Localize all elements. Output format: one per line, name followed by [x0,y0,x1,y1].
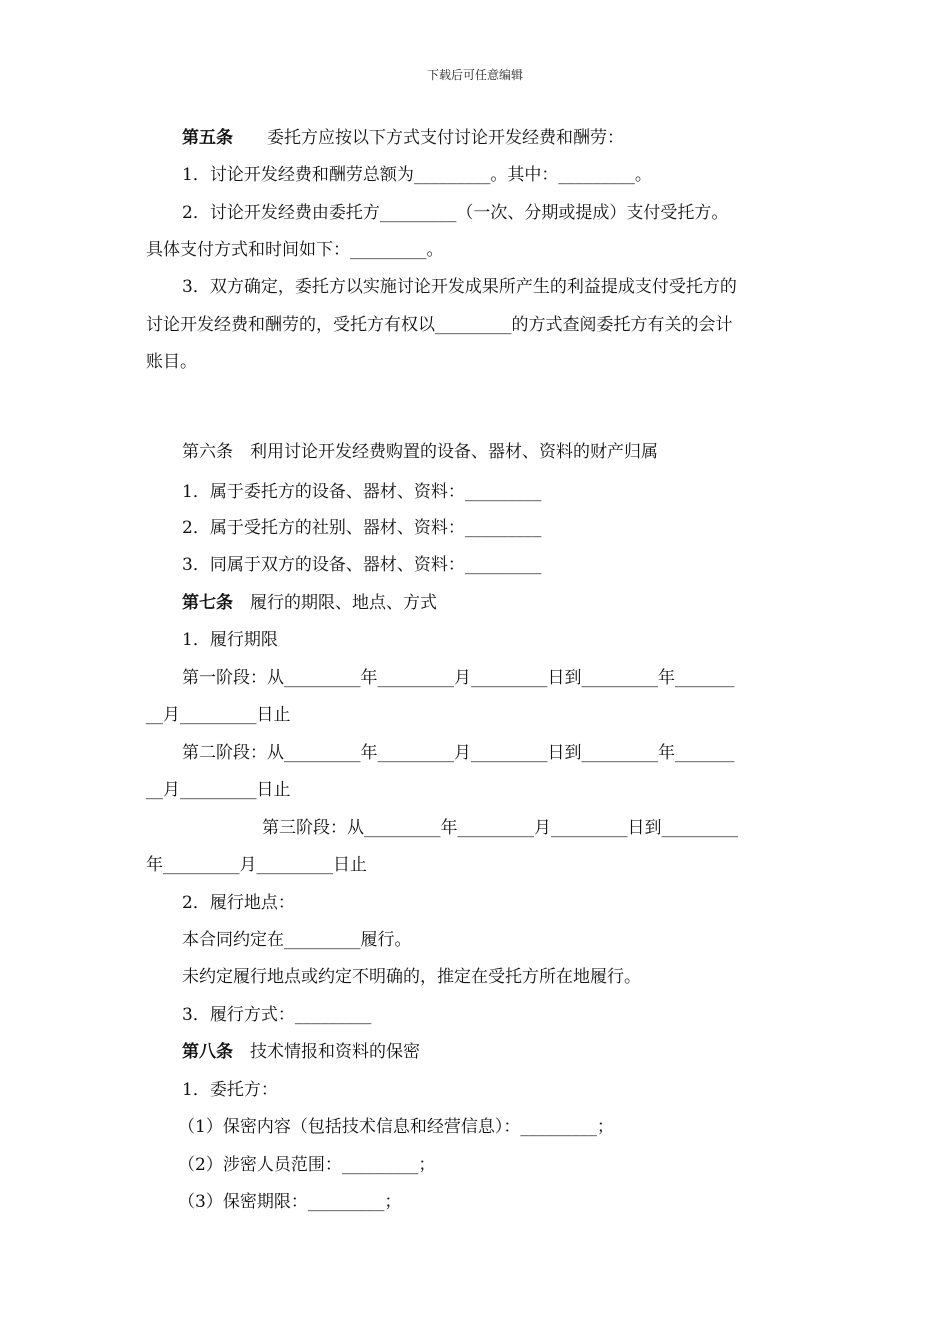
article-8-sub-2: （2）涉密人员范围：_________； [178,1155,436,1175]
article-5-item-3-cont2: 账目。 [146,352,197,372]
article-6-item-1: 1．属于委托方的设备、器材、资料：_________ [182,482,542,502]
stage-3: 第三阶段：从_________年_________月_________日到_________ [262,818,738,838]
article-6-item-2: 2．属于受托方的社别、器材、资料：_________ [182,518,542,538]
page-header: 下载后可任意编辑 [426,68,523,82]
article-8-label: 第八条 [182,1042,233,1062]
article-5-item-2: 2．讨论开发经费由委托方_________（一次、分期或提成）支付受托方。 [182,203,729,223]
stage-2-cont: __月_________日止 [146,780,291,800]
fill-blank: _________ [558,165,635,185]
stage-2: 第二阶段：从_________年_________月_________日到_________年_______ [182,743,735,763]
article-7-title: 履行的期限、地点、方式 [233,593,437,613]
article-7-heading [182,591,437,615]
article-5-item-3: 3．双方确定，委托方以实施讨论开发成果所产生的利益提成支付受托方的 [182,277,737,297]
article-8-title: 技术情报和资料的保密 [233,1042,420,1062]
fill-blank: _________ [413,165,491,185]
article-7-label: 第七条 [182,593,233,613]
stage-1-cont: __月_________日止 [146,705,291,725]
article-5-label: 第五条 [182,128,233,148]
article-5-item-1 [182,163,652,187]
article-5-heading [182,126,624,150]
item-text: 。其中： [490,165,559,185]
article-7-item-2: 2．履行地点： [182,893,295,913]
stage-3-cont: 年_________月_________日止 [146,855,367,875]
article-8-sub-3: （3）保密期限：_________； [178,1192,402,1212]
article-7-place-note: 未约定履行地点或约定不明确的，推定在受托方所在地履行。 [182,967,641,987]
article-7-item-1: 1．履行期限 [182,630,278,650]
stage-1: 第一阶段：从_________年_________月_________日到_________年_______ [182,668,735,688]
article-5-title: 委托方应按以下方式支付讨论开发经费和酬劳： [233,128,624,148]
article-5-item-3-cont: 讨论开发经费和酬劳的，受托方有权以_________的方式查阅委托方有关的会计 [146,315,733,335]
article-6-item-3: 3．同属于双方的设备、器材、资料：_________ [182,555,542,575]
article-8-heading [182,1040,420,1064]
article-7-item-3: 3．履行方式：_________ [182,1005,372,1025]
article-8-sub-1: （1）保密内容（包括技术信息和经营信息）：_________； [178,1117,614,1137]
item-text: 。 [634,165,652,185]
article-7-place: 本合同约定在_________履行。 [182,930,412,950]
article-6-heading: 第六条 利用讨论开发经费购置的设备、器材、资料的财产归属 [182,442,658,462]
article-5-item-2-cont: 具体支付方式和时间如下：_________。 [146,240,444,260]
item-text: 1．讨论开发经费和酬劳总额为 [182,165,414,185]
article-8-item-1: 1．委托方： [182,1080,278,1100]
